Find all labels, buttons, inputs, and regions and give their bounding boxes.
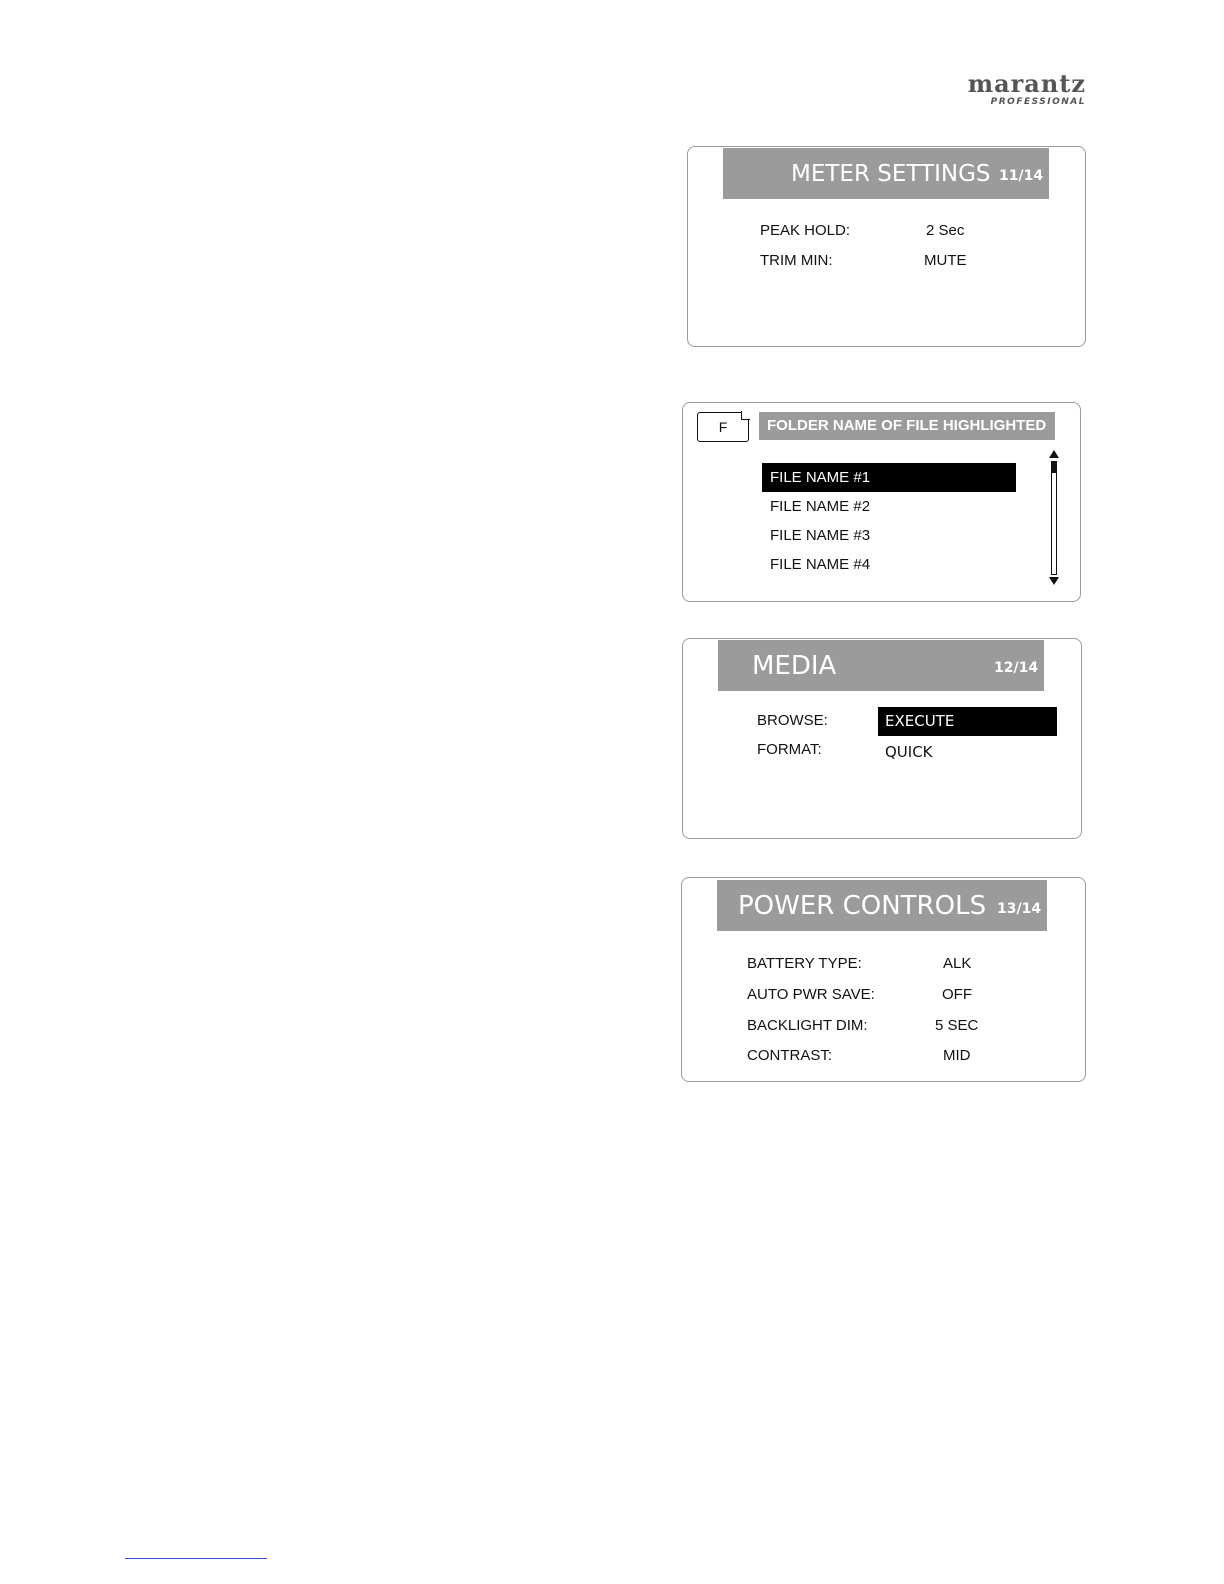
logo-sub: PROFESSIONAL xyxy=(990,97,1086,107)
battery-type-value[interactable]: ALK xyxy=(943,955,972,972)
media-page: 12/14 xyxy=(994,660,1039,676)
meter-settings-screen xyxy=(687,146,1086,347)
file-item[interactable]: FILE NAME #4 xyxy=(770,556,871,573)
file-item[interactable]: FILE NAME #1 xyxy=(762,463,1016,492)
scrollbar-thumb[interactable] xyxy=(1052,462,1056,473)
trim-min-label: TRIM MIN: xyxy=(760,252,833,269)
meter-settings-page: 11/14 xyxy=(999,168,1044,184)
folder-icon xyxy=(697,412,749,442)
contrast-label: CONTRAST: xyxy=(747,1047,833,1064)
footer-link-underline[interactable] xyxy=(125,1558,267,1559)
folder-name-bar: FOLDER NAME OF FILE HIGHLIGHTED xyxy=(759,412,1055,440)
peak-hold-label: PEAK HOLD: xyxy=(760,222,851,239)
battery-type-label: BATTERY TYPE: xyxy=(747,955,862,972)
auto-pwr-save-label: AUTO PWR SAVE: xyxy=(747,986,875,1003)
media-screen xyxy=(682,638,1082,839)
backlight-dim-value[interactable]: 5 SEC xyxy=(935,1017,979,1034)
peak-hold-value[interactable]: 2 Sec xyxy=(926,222,965,239)
logo-brand: marantz xyxy=(967,69,1086,98)
file-item[interactable]: FILE NAME #3 xyxy=(770,527,871,544)
meter-settings-header xyxy=(723,148,1049,199)
format-value[interactable]: QUICK xyxy=(885,743,933,761)
power-controls-page: 13/14 xyxy=(997,901,1042,917)
format-label: FORMAT: xyxy=(757,741,822,758)
meter-settings-title: METER SETTINGS xyxy=(791,161,991,187)
media-header xyxy=(718,640,1044,691)
file-browser-screen xyxy=(682,402,1081,602)
scrollbar[interactable] xyxy=(1051,461,1057,575)
file-item[interactable]: FILE NAME #2 xyxy=(770,498,871,515)
power-controls-title: POWER CONTROLS xyxy=(738,891,987,921)
media-title: MEDIA xyxy=(752,651,837,681)
trim-min-value[interactable]: MUTE xyxy=(924,252,967,269)
power-controls-header xyxy=(717,880,1047,931)
folder-icon-letter: F xyxy=(718,419,728,435)
browse-label: BROWSE: xyxy=(757,712,828,729)
scroll-down-arrow-icon[interactable] xyxy=(1049,577,1059,585)
browse-execute-value[interactable]: EXECUTE xyxy=(878,707,1057,736)
marantz-logo xyxy=(940,69,1086,108)
scroll-up-arrow-icon[interactable] xyxy=(1049,450,1059,458)
contrast-value[interactable]: MID xyxy=(943,1047,971,1064)
auto-pwr-save-value[interactable]: OFF xyxy=(942,986,972,1003)
power-controls-screen xyxy=(681,877,1086,1082)
backlight-dim-label: BACKLIGHT DIM: xyxy=(747,1017,868,1034)
